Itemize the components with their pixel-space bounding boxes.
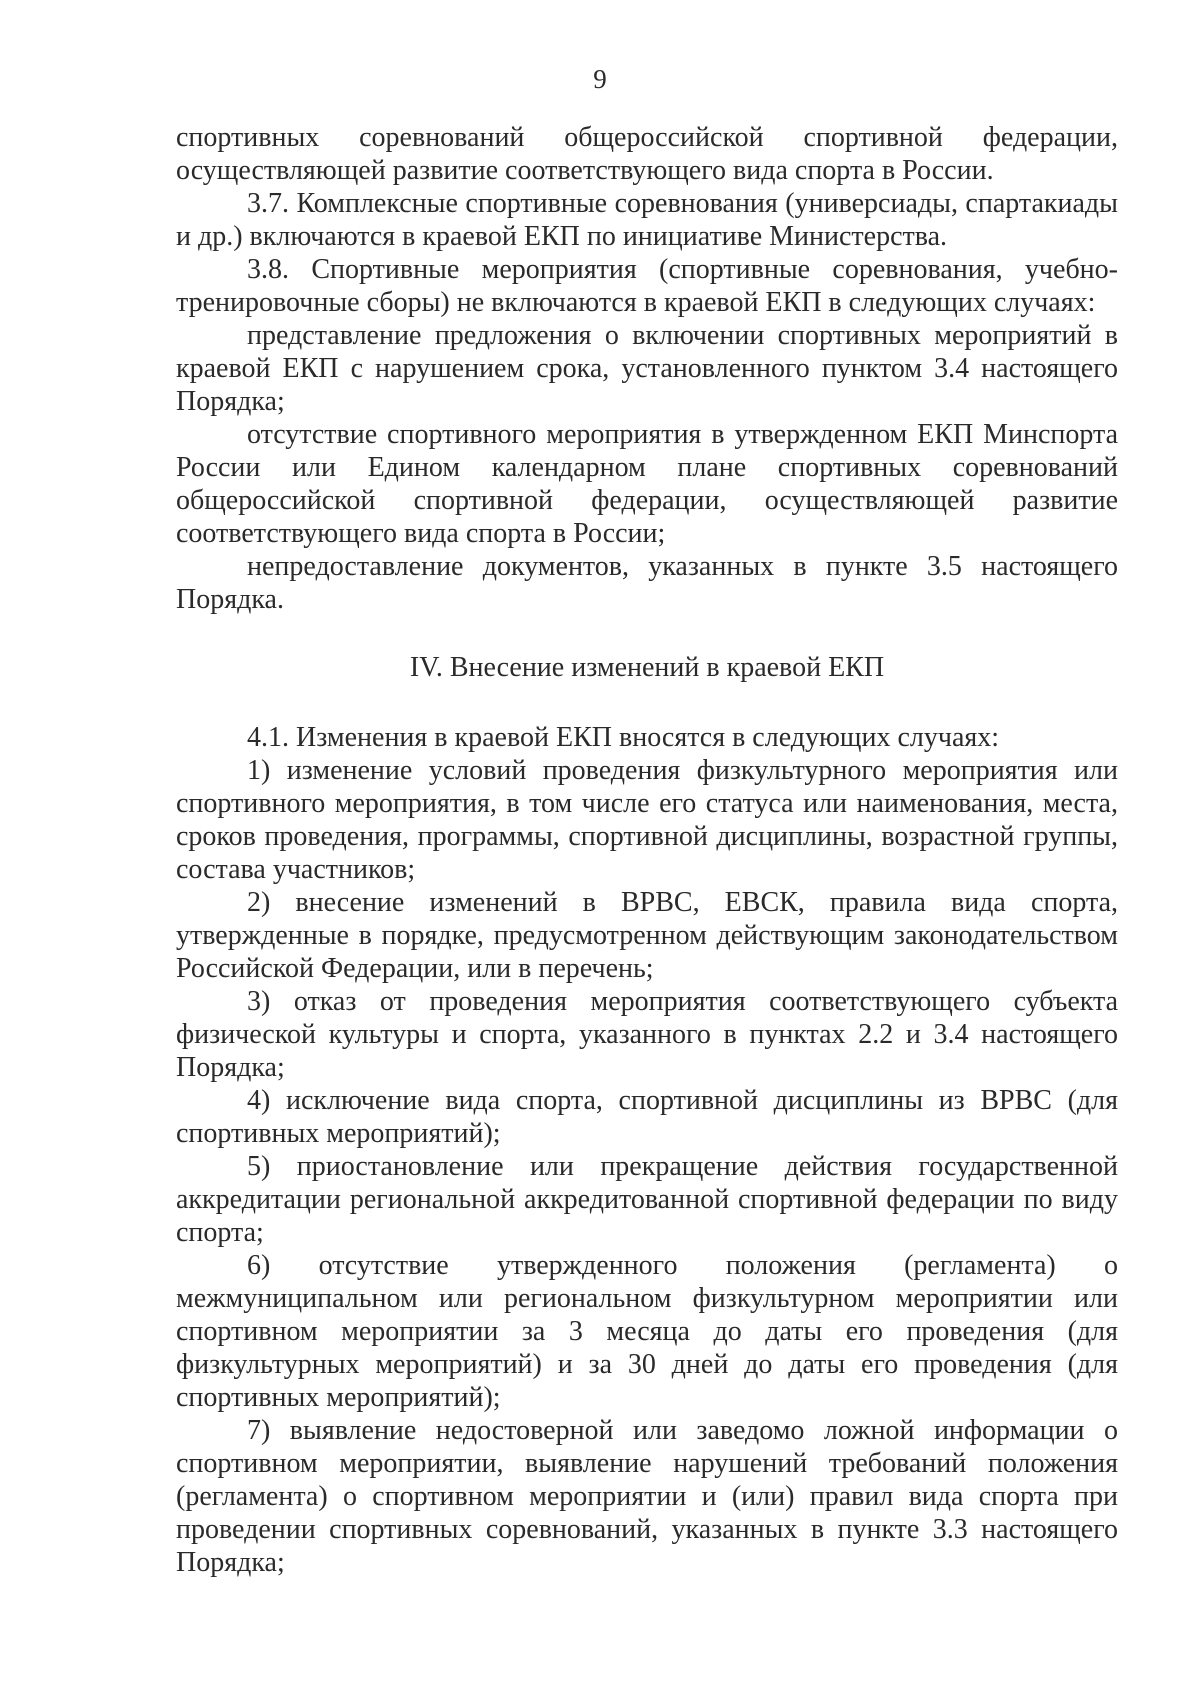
paragraph-3-7: 3.7. Комплексные спортивные соревнования (универсиады, спартакиады и др.) включаются в краевой ЕКП по инициативе Министерства.: [176, 188, 1118, 252]
section-heading: IV. Внесение изменений в краевой ЕКП: [409, 652, 885, 683]
paragraph: спортивных соревнований общероссийской спортивной федерации, осуществляющей развитие соответствующего вида спорта в России.: [176, 122, 1118, 186]
list-item: 1) изменение условий проведения физкультурного мероприятия или спортивного мероприятия, в том числе его статуса или наименования, места, сроков проведения, программы, спортивной дисциплины, возрастной группы, состава участников;: [176, 755, 1118, 885]
paragraph: представление предложения о включении спортивных мероприятий в краевой ЕКП с нарушением срока, установленного пунктом 3.4 настоящего Порядка;: [176, 320, 1118, 417]
document-body: [176, 121, 1118, 1579]
list-item: 3) отказ от проведения мероприятия соответствующего субъекта физической культуры и спорта, указанного в пунктах 2.2 и 3.4 настоящего Порядка;: [176, 986, 1118, 1083]
list-item: 4) исключение вида спорта, спортивной дисциплины из ВРВС (для спортивных мероприятий);: [176, 1085, 1118, 1149]
page-number: 9: [593, 64, 607, 94]
paragraph-4-1: 4.1. Изменения в краевой ЕКП вносятся в следующих случаях:: [247, 722, 1000, 753]
paragraph: отсутствие спортивного мероприятия в утвержденном ЕКП Минспорта России или Едином календарном плане спортивных соревнований общероссийской спортивной федерации, осуществляющей развитие соответствующего вида спорта в России;: [176, 419, 1118, 549]
paragraph: непредоставление документов, указанных в пункте 3.5 настоящего Порядка.: [176, 551, 1118, 615]
list-item: 2) внесение изменений в ВРВС, ЕВСК, правила вида спорта, утвержденные в порядке, предусмотренном действующим законодательством Российской Федерации, или в перечень;: [176, 887, 1118, 984]
paragraph-3-8: 3.8. Спортивные мероприятия (спортивные соревнования, учебно-тренировочные сборы) не включаются в краевой ЕКП в следующих случаях:: [176, 254, 1118, 318]
list-item: 5) приостановление или прекращение действия государственной аккредитации региональной аккредитованной спортивной федерации по виду спорта;: [176, 1151, 1118, 1248]
list-item: 6) отсутствие утвержденного положения (регламента) о межмуниципальном или региональном физкультурном мероприятии или спортивном мероприятии за 3 месяца до даты его проведения (для физкультурных мероприятий) и за 30 дней до даты его проведения (для спортивных мероприятий);: [176, 1250, 1118, 1413]
list-item: 7) выявление недостоверной или заведомо ложной информации о спортивном мероприятии, выявление нарушений требований положения (регламента) о спортивном мероприятии и (или) правил вида спорта при проведении спортивных соревнований, указанных в пункте 3.3 настоящего Порядка;: [176, 1415, 1118, 1578]
